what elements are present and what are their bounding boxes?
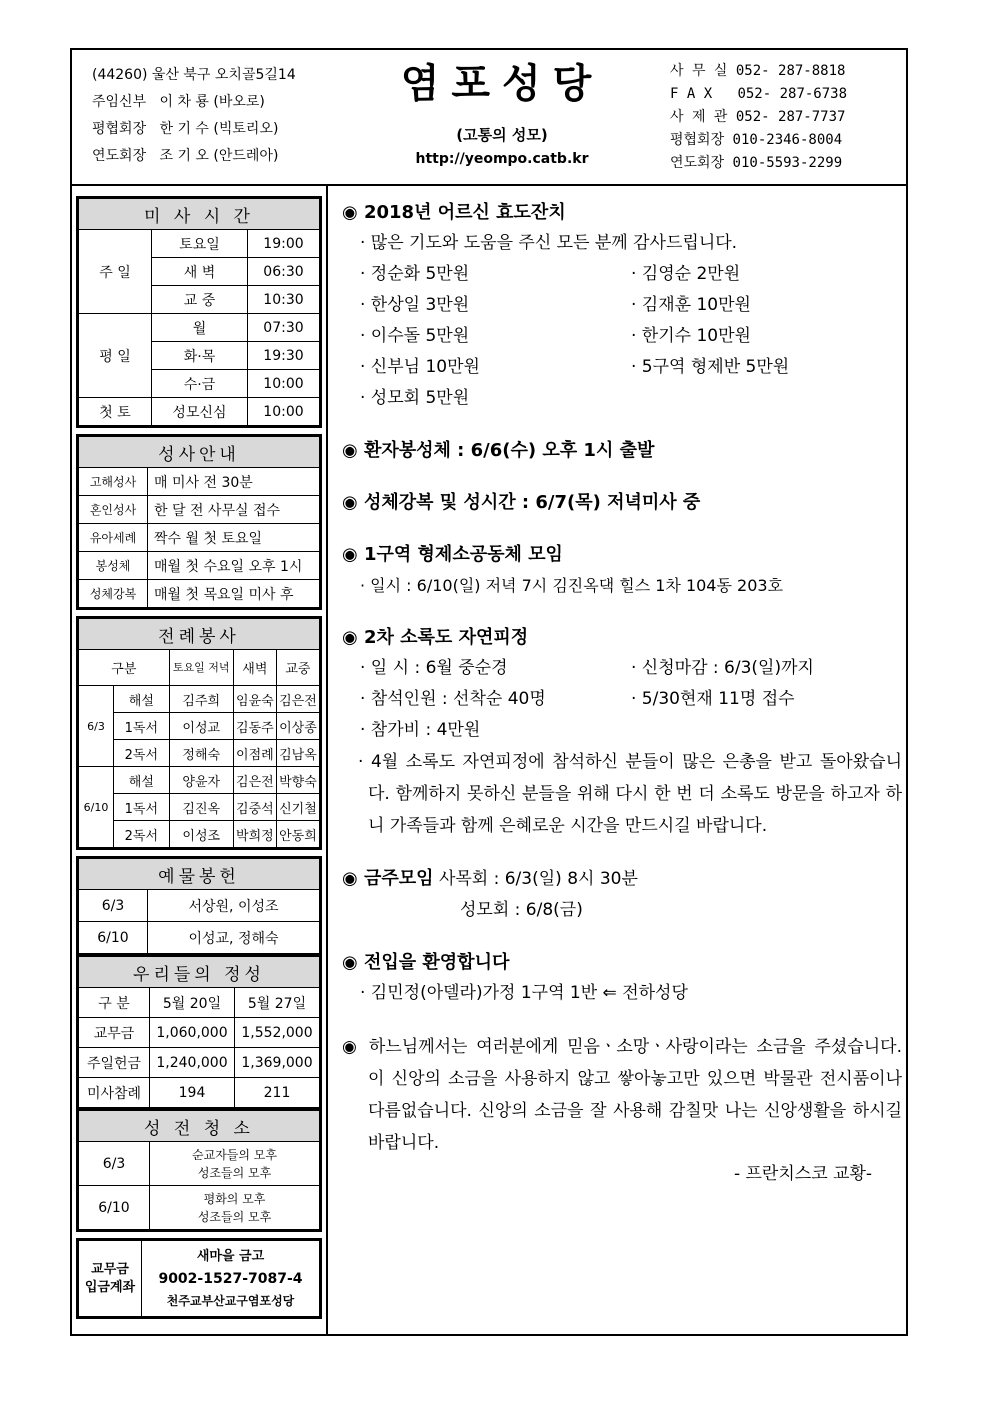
offering: 예물봉헌 6/3 서상원, 이성조 6/10 이성교, 정해숙 xyxy=(76,856,322,956)
sidebar xyxy=(76,196,322,1325)
title-block xyxy=(372,58,632,167)
section-sick-communion: ◉ 환자봉성체 : 6/6(수) 오후 1시 출발 xyxy=(342,440,655,461)
contact-rectory: 사 제 관 052- 287-7737 xyxy=(670,109,846,125)
section-retreat: ◉ 2차 소록도 자연피정 · 일 시 : 6월 중순경 · 신청마감 : 6/3(일)까지 · 참석인원 : 선착순 40명 · 5/30현재 11명 접수 · 참가비 : 4만원 · 4월 소록도 자연피정에 참석하신 분들이 많은 은총을 받고 돌아왔습니다. 함께하지 못하신 분들을 위해 다시 한 번 더 소록도 방문을 하고자 하니 가족들과 함께 은혜로운 시간을 만드시길 바랍니다. xyxy=(342,627,902,836)
column-divider xyxy=(326,184,328,1334)
liturgy-title: 전례봉사 xyxy=(79,619,320,650)
yeondo-row: 연도회장 조 기 오 (안드레아) xyxy=(92,148,279,164)
address: (44260) 울산 북구 오치골5길14 xyxy=(92,67,296,83)
section-meetings: ◉ 금주모임 사목회 : 6/3(일) 8시 30분 성모회 : 6/8(금) xyxy=(342,868,638,920)
contact-office: 사 무 실 052- 287-8818 xyxy=(670,63,846,79)
mass-title: 미 사 시 간 xyxy=(79,199,320,230)
quote-signature: - 프란치스코 교황- xyxy=(733,1164,872,1184)
contact-yeondo: 연도회장 010-5593-2299 xyxy=(670,155,843,171)
mass-times: 미 사 시 간 주 일 토요일 19:00 새 벽 06:30 교 중 10:30 평 일 월 07:30 화·목 19:30 수·금 10:00 첫 토 성모신심 10:00 xyxy=(76,196,322,428)
offering-title: 예물봉헌 xyxy=(79,859,320,890)
church-cleaning: 성 전 청 소 6/3 순교자들의 모후 성조들의 모후 6/10 평화의 모후 성조들의 모후 xyxy=(76,1110,322,1232)
contact-council: 평협회장 010-2346-8004 xyxy=(670,132,843,148)
section-elder-party: ◉ 2018년 어르신 효도잔치 · 많은 기도와 도움을 주신 모든 분께 감사드립니다. · 정순화 5만원 · 한상일 3만원 · 이수돌 5만원 · 신부님 10만원 · 성모회 5만원 · 김영순 2만원 · 김재훈 10만원 · 한기수 10만원 · 5구역 형제반 5만원 xyxy=(342,202,790,408)
contrib-title: 우리들의 정성 xyxy=(79,957,320,988)
council-row: 평협회장 한 기 수 (빅토리오) xyxy=(92,121,279,137)
bulletin-header xyxy=(72,50,906,186)
section-benediction: ◉ 성체강복 및 성시간 : 6/7(목) 저녁미사 중 xyxy=(342,492,701,513)
sacraments-title: 성사안내 xyxy=(79,437,320,468)
weekday-label: 평 일 xyxy=(79,314,152,398)
liturgy-service: 전례봉사 구분 토요일 저녁 새벽 교중 6/3 해설 김주희 임윤숙 김은전 1독서 이성교 김동주 이상종 2독서 정해숙 이점례 김남옥 6/10 해설 양윤자 김은전 박향숙 1독서 김진옥 김중석 신기철 2독서 이성조 박희정 안동희 xyxy=(76,616,322,850)
main-content xyxy=(342,198,902,1211)
sunday-label: 주 일 xyxy=(79,230,152,314)
account-box: 교무금 입금계좌 새마을 금고 9002-1527-7087-4 천주교부산교구염포성당 xyxy=(76,1238,322,1319)
account-number: 9002-1527-7087-4 xyxy=(158,1270,303,1287)
page-subtitle: (고통의 성모) xyxy=(456,126,548,144)
section-welcome: ◉ 전입을 환영합니다 · 김민정(아델라)가정 1구역 1반 ⇐ 전하성당 xyxy=(342,952,688,1003)
sacraments: 성사안내 고해성사 매 미사 전 30분 혼인성사 한 달 전 사무실 접수 유아세례 짝수 월 첫 토요일 봉성체 매월 첫 수요일 오후 1시 성체강복 매월 첫 목요일 미사 후 xyxy=(76,434,322,610)
page-title: 염포성당 xyxy=(400,60,604,107)
website-link[interactable]: http://yeompo.catb.kr xyxy=(415,151,589,167)
contributions: 우리들의 정성 구 분 5월 20일 5월 27일 교무금 1,060,000 1,552,000 주일헌금 1,240,000 1,369,000 미사참례 194 211 xyxy=(76,956,322,1110)
pastor-row: 주임신부 이 차 룡 (바오로) xyxy=(92,94,265,110)
parish-info xyxy=(92,62,296,170)
contacts xyxy=(670,60,847,175)
contact-fax: F A X 052- 287-6738 xyxy=(670,86,848,102)
cleaning-title: 성 전 청 소 xyxy=(79,1111,320,1142)
section-district-meeting: ◉ 1구역 형제소공동체 모임 · 일시 : 6/10(일) 저녁 7시 김진옥댁 힐스 1차 104동 203호 xyxy=(342,544,784,595)
first-sat-label: 첫 토 xyxy=(79,398,152,426)
section-quote: ◉ 하느님께서는 여러분에게 믿음ㆍ소망ㆍ사랑이라는 소금을 주셨습니다. 이 신앙의 소금을 사용하지 않고 쌓아놓고만 있으면 박물관 전시품이나 다름없습니다. 신앙의 소금을 잘 사용해 감칠맛 나는 신앙생활을 하시길 바랍니다. - 프란치스코 교황- xyxy=(342,1031,902,1189)
bulletin-frame xyxy=(70,48,908,1336)
